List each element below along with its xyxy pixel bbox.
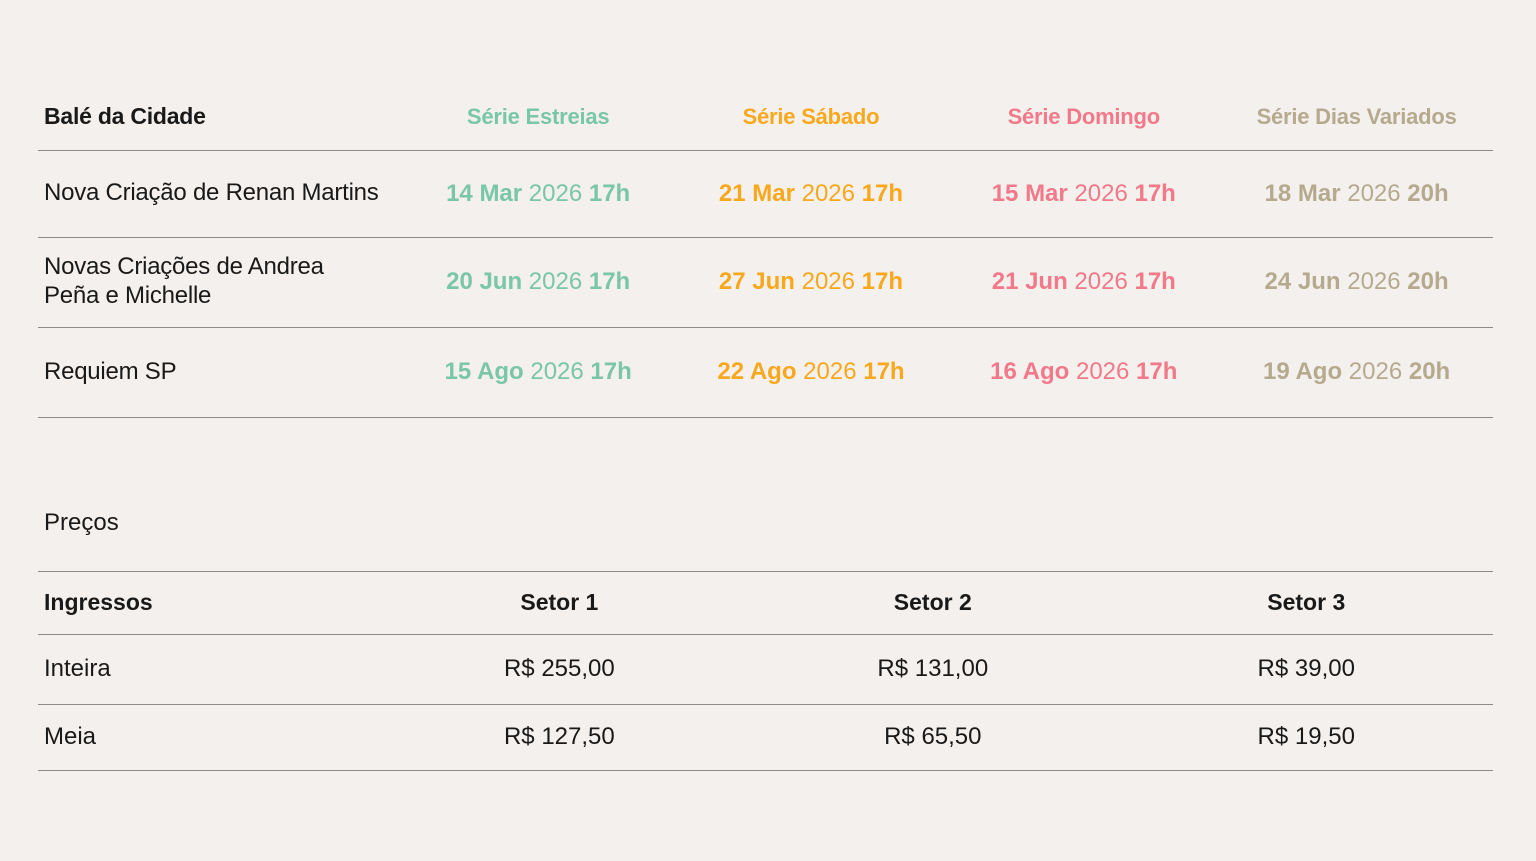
schedule-row (38, 327, 1493, 417)
price-label: Meia (38, 704, 373, 770)
date-cell-estreias: 15 Ago 2026 17h (402, 327, 675, 417)
price-value-setor-1: R$ 127,50 (373, 704, 746, 770)
date-cell-dias-variados: 19 Ago 2026 20h (1220, 327, 1493, 417)
production-title: Novas Criações de Andrea Peña e Michelle (38, 237, 402, 327)
prices-section-title: Preços (44, 508, 119, 536)
column-header-serie-estreias: Série Estreias (402, 84, 675, 150)
price-column-header-ingressos: Ingressos (38, 571, 373, 634)
date-cell-sabado: 22 Ago 2026 17h (675, 327, 948, 417)
column-header-serie-sabado: Série Sábado (675, 84, 948, 150)
schedule-row (38, 150, 1493, 237)
price-column-header-setor-3: Setor 3 (1120, 571, 1493, 634)
date-cell-estreias: 20 Jun 2026 17h (402, 237, 675, 327)
price-value-setor-2: R$ 131,00 (746, 634, 1119, 704)
price-value-setor-1: R$ 255,00 (373, 634, 746, 704)
schedule-header-row (38, 84, 1493, 150)
price-column-header-setor-2: Setor 2 (746, 571, 1119, 634)
date-cell-domingo: 21 Jun 2026 17h (947, 237, 1220, 327)
prices-table (38, 571, 1493, 771)
date-cell-dias-variados: 18 Mar 2026 20h (1220, 150, 1493, 237)
date-cell-dias-variados: 24 Jun 2026 20h (1220, 237, 1493, 327)
prices-header-row (38, 571, 1493, 634)
production-title: Requiem SP (38, 327, 402, 417)
date-cell-domingo: 15 Mar 2026 17h (947, 150, 1220, 237)
schedule-table (38, 84, 1493, 418)
price-value-setor-3: R$ 19,50 (1120, 704, 1493, 770)
schedule-title: Balé da Cidade (38, 84, 402, 150)
content (38, 0, 1493, 771)
date-cell-estreias: 14 Mar 2026 17h (402, 150, 675, 237)
price-row-inteira (38, 634, 1493, 704)
column-header-serie-dias-variados: Série Dias Variados (1220, 84, 1493, 150)
price-value-setor-2: R$ 65,50 (746, 704, 1119, 770)
date-cell-sabado: 21 Mar 2026 17h (675, 150, 948, 237)
date-cell-sabado: 27 Jun 2026 17h (675, 237, 948, 327)
column-header-serie-domingo: Série Domingo (947, 84, 1220, 150)
schedule-row (38, 237, 1493, 327)
date-cell-domingo: 16 Ago 2026 17h (947, 327, 1220, 417)
price-row-meia (38, 704, 1493, 770)
production-title: Nova Criação de Renan Martins (38, 150, 402, 237)
price-label: Inteira (38, 634, 373, 704)
price-column-header-setor-1: Setor 1 (373, 571, 746, 634)
price-value-setor-3: R$ 39,00 (1120, 634, 1493, 704)
